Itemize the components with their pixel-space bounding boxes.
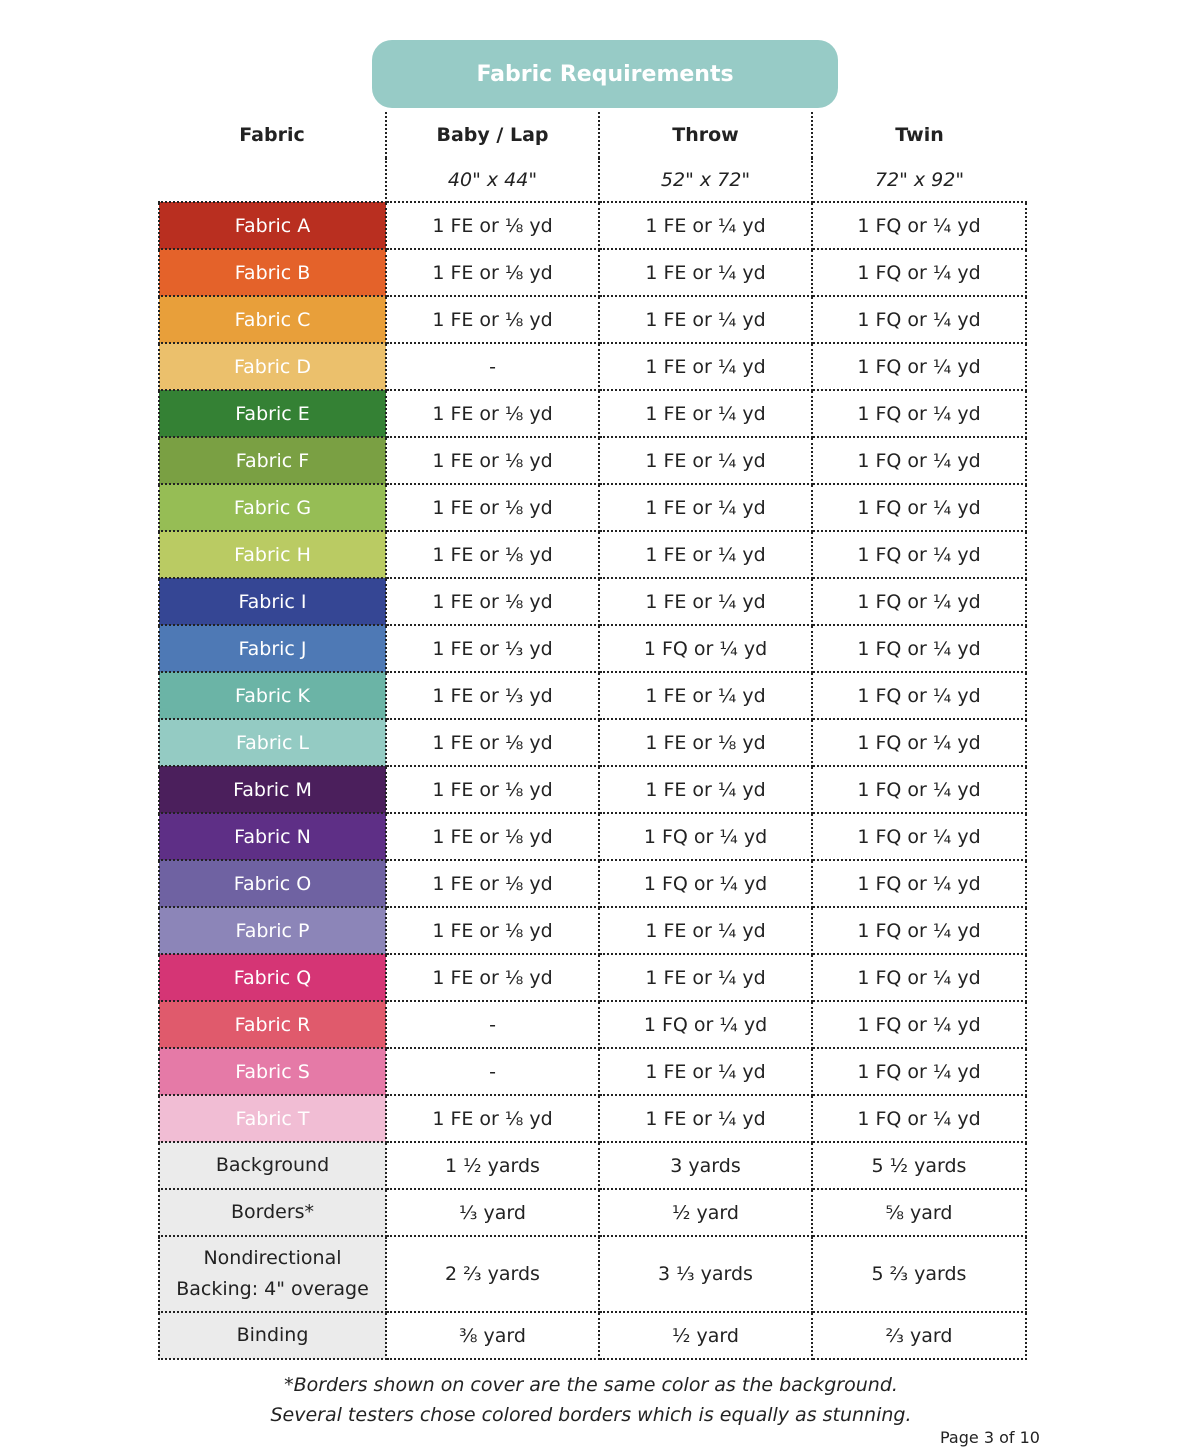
footnote-line-2: Several testers chose colored borders which is equally as stunning. xyxy=(270,1404,912,1426)
cell-twin: 1 FQ or ¼ yd xyxy=(812,719,1026,766)
fabric-swatch-label: Fabric S xyxy=(159,1048,386,1095)
extra-label-line-2: Backing: 4" overage xyxy=(176,1278,369,1300)
cell-twin: ⅔ yard xyxy=(812,1312,1026,1359)
fabric-requirements-banner xyxy=(372,40,838,108)
cell-baby-lap: 1 FE or ⅛ yd xyxy=(386,390,599,437)
cell-twin: 1 FQ or ¼ yd xyxy=(812,1048,1026,1095)
header-baby-lap: Baby / Lap xyxy=(386,112,599,158)
cell-twin: 1 FQ or ¼ yd xyxy=(812,813,1026,860)
fabric-row xyxy=(159,343,1026,390)
cell-throw: 1 FE or ¼ yd xyxy=(599,954,812,1001)
cell-twin: 1 FQ or ¼ yd xyxy=(812,860,1026,907)
extra-label: Borders* xyxy=(159,1189,386,1236)
cell-baby-lap: ⅜ yard xyxy=(386,1312,599,1359)
cell-baby-lap: 2 ⅔ yards xyxy=(386,1236,599,1312)
cell-twin: 1 FQ or ¼ yd xyxy=(812,343,1026,390)
fabric-row xyxy=(159,813,1026,860)
fabric-row xyxy=(159,766,1026,813)
fabric-row xyxy=(159,296,1026,343)
fabric-swatch-label: Fabric I xyxy=(159,578,386,625)
cell-twin: 5 ½ yards xyxy=(812,1142,1026,1189)
cell-throw: 1 FE or ¼ yd xyxy=(599,1095,812,1142)
header-fabric: Fabric xyxy=(159,112,386,158)
cell-baby-lap: 1 FE or ⅛ yd xyxy=(386,1095,599,1142)
cell-twin: 1 FQ or ¼ yd xyxy=(812,1095,1026,1142)
extra-row xyxy=(159,1236,1026,1312)
cell-twin: 1 FQ or ¼ yd xyxy=(812,484,1026,531)
cell-throw: 1 FE or ¼ yd xyxy=(599,672,812,719)
cell-throw: 1 FE or ¼ yd xyxy=(599,390,812,437)
extra-label xyxy=(159,1236,386,1312)
cell-twin: 1 FQ or ¼ yd xyxy=(812,907,1026,954)
cell-baby-lap: 1 FE or ⅛ yd xyxy=(386,578,599,625)
size-row xyxy=(159,158,1026,202)
cell-throw: 1 FE or ¼ yd xyxy=(599,343,812,390)
fabric-swatch-label: Fabric P xyxy=(159,907,386,954)
cell-twin: 1 FQ or ¼ yd xyxy=(812,202,1026,249)
cell-twin: ⅝ yard xyxy=(812,1189,1026,1236)
header-row xyxy=(159,112,1026,158)
cell-throw: 1 FE or ¼ yd xyxy=(599,296,812,343)
cell-throw: 1 FE or ¼ yd xyxy=(599,1048,812,1095)
extra-label-line-1: Nondirectional xyxy=(203,1247,342,1269)
cell-twin: 1 FQ or ¼ yd xyxy=(812,390,1026,437)
extra-label: Background xyxy=(159,1142,386,1189)
cell-baby-lap: 1 FE or ⅛ yd xyxy=(386,484,599,531)
cell-throw: 1 FE or ¼ yd xyxy=(599,202,812,249)
cell-baby-lap: 1 FE or ⅛ yd xyxy=(386,907,599,954)
header-twin: Twin xyxy=(812,112,1026,158)
fabric-row xyxy=(159,1048,1026,1095)
fabric-swatch-label: Fabric K xyxy=(159,672,386,719)
extra-row xyxy=(159,1142,1026,1189)
fabric-swatch-label: Fabric G xyxy=(159,484,386,531)
fabric-swatch-label: Fabric E xyxy=(159,390,386,437)
fabric-swatch-label: Fabric A xyxy=(159,202,386,249)
cell-throw: ½ yard xyxy=(599,1189,812,1236)
fabric-row xyxy=(159,578,1026,625)
fabric-row xyxy=(159,907,1026,954)
cell-throw: 1 FQ or ¼ yd xyxy=(599,1001,812,1048)
fabric-swatch-label: Fabric Q xyxy=(159,954,386,1001)
fabric-swatch-label: Fabric M xyxy=(159,766,386,813)
cell-throw: 1 FE or ¼ yd xyxy=(599,249,812,296)
fabric-swatch-label: Fabric F xyxy=(159,437,386,484)
cell-baby-lap: 1 FE or ⅛ yd xyxy=(386,719,599,766)
cell-twin: 1 FQ or ¼ yd xyxy=(812,249,1026,296)
fabric-swatch-label: Fabric O xyxy=(159,860,386,907)
cell-baby-lap: 1 FE or ⅛ yd xyxy=(386,954,599,1001)
cell-baby-lap: ⅓ yard xyxy=(386,1189,599,1236)
fabric-swatch-label: Fabric T xyxy=(159,1095,386,1142)
cell-baby-lap: 1 FE or ⅓ yd xyxy=(386,672,599,719)
cell-throw: 1 FE or ¼ yd xyxy=(599,907,812,954)
banner-title: Fabric Requirements xyxy=(476,61,734,87)
fabric-row xyxy=(159,860,1026,907)
footnote xyxy=(0,1370,1182,1430)
cell-throw: 1 FE or ¼ yd xyxy=(599,766,812,813)
fabric-row xyxy=(159,437,1026,484)
fabric-row xyxy=(159,1095,1026,1142)
cell-baby-lap: 1 FE or ⅛ yd xyxy=(386,296,599,343)
cell-throw: 1 FE or ¼ yd xyxy=(599,531,812,578)
fabric-swatch-label: Fabric J xyxy=(159,625,386,672)
cell-throw: 3 yards xyxy=(599,1142,812,1189)
cell-throw: 1 FE or ⅛ yd xyxy=(599,719,812,766)
cell-baby-lap: - xyxy=(386,343,599,390)
cell-throw: 3 ⅓ yards xyxy=(599,1236,812,1312)
extra-label: Binding xyxy=(159,1312,386,1359)
cell-twin: 1 FQ or ¼ yd xyxy=(812,766,1026,813)
cell-twin: 1 FQ or ¼ yd xyxy=(812,578,1026,625)
footnote-line-1: *Borders shown on cover are the same color as the background. xyxy=(284,1374,898,1396)
cell-throw: 1 FQ or ¼ yd xyxy=(599,625,812,672)
fabric-swatch-label: Fabric L xyxy=(159,719,386,766)
cell-throw: 1 FE or ¼ yd xyxy=(599,484,812,531)
cell-baby-lap: 1 FE or ⅛ yd xyxy=(386,202,599,249)
fabric-swatch-label: Fabric B xyxy=(159,249,386,296)
cell-baby-lap: - xyxy=(386,1001,599,1048)
fabric-row xyxy=(159,249,1026,296)
size-baby-lap: 40" x 44" xyxy=(386,158,599,202)
page-number: Page 3 of 10 xyxy=(940,1428,1040,1447)
cell-twin: 5 ⅔ yards xyxy=(812,1236,1026,1312)
size-throw: 52" x 72" xyxy=(599,158,812,202)
cell-baby-lap: 1 ½ yards xyxy=(386,1142,599,1189)
cell-throw: 1 FQ or ¼ yd xyxy=(599,813,812,860)
fabric-row xyxy=(159,719,1026,766)
cell-twin: 1 FQ or ¼ yd xyxy=(812,531,1026,578)
size-twin: 72" x 92" xyxy=(812,158,1026,202)
cell-baby-lap: 1 FE or ⅛ yd xyxy=(386,860,599,907)
cell-twin: 1 FQ or ¼ yd xyxy=(812,672,1026,719)
fabric-row xyxy=(159,672,1026,719)
cell-baby-lap: 1 FE or ⅛ yd xyxy=(386,813,599,860)
cell-baby-lap: 1 FE or ⅓ yd xyxy=(386,625,599,672)
fabric-swatch-label: Fabric R xyxy=(159,1001,386,1048)
extra-row xyxy=(159,1312,1026,1359)
cell-throw: 1 FQ or ¼ yd xyxy=(599,860,812,907)
cell-throw: 1 FE or ¼ yd xyxy=(599,437,812,484)
fabric-row xyxy=(159,202,1026,249)
fabric-row xyxy=(159,390,1026,437)
cell-baby-lap: 1 FE or ⅛ yd xyxy=(386,766,599,813)
fabric-swatch-label: Fabric D xyxy=(159,343,386,390)
fabric-row xyxy=(159,954,1026,1001)
cell-throw: ½ yard xyxy=(599,1312,812,1359)
fabric-row xyxy=(159,484,1026,531)
size-fabric xyxy=(159,158,386,202)
cell-twin: 1 FQ or ¼ yd xyxy=(812,625,1026,672)
cell-throw: 1 FE or ¼ yd xyxy=(599,578,812,625)
cell-baby-lap: - xyxy=(386,1048,599,1095)
cell-twin: 1 FQ or ¼ yd xyxy=(812,954,1026,1001)
fabric-requirements-table xyxy=(158,112,1027,1360)
extra-row xyxy=(159,1189,1026,1236)
fabric-swatch-label: Fabric C xyxy=(159,296,386,343)
cell-baby-lap: 1 FE or ⅛ yd xyxy=(386,437,599,484)
cell-baby-lap: 1 FE or ⅛ yd xyxy=(386,249,599,296)
fabric-swatch-label: Fabric H xyxy=(159,531,386,578)
cell-twin: 1 FQ or ¼ yd xyxy=(812,296,1026,343)
cell-twin: 1 FQ or ¼ yd xyxy=(812,437,1026,484)
fabric-row xyxy=(159,531,1026,578)
fabric-swatch-label: Fabric N xyxy=(159,813,386,860)
fabric-row xyxy=(159,625,1026,672)
cell-baby-lap: 1 FE or ⅛ yd xyxy=(386,531,599,578)
header-throw: Throw xyxy=(599,112,812,158)
fabric-row xyxy=(159,1001,1026,1048)
cell-twin: 1 FQ or ¼ yd xyxy=(812,1001,1026,1048)
